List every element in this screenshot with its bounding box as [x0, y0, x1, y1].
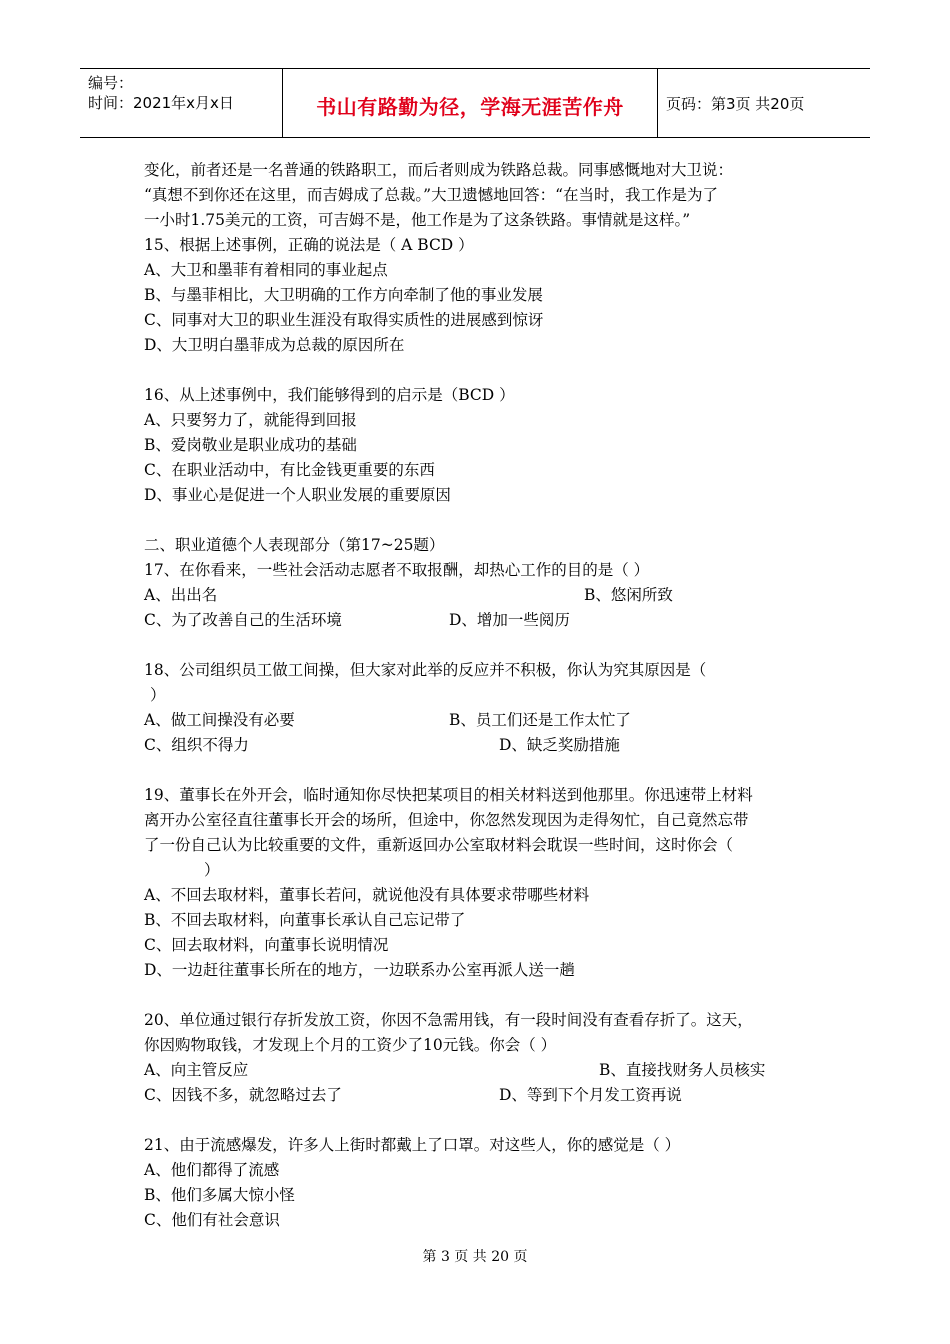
- question-18-option-c: C、组织不得力: [144, 736, 249, 754]
- page-label: 页码：第3页 共20页: [666, 94, 805, 113]
- question-18-option-d: D、缺乏奖励措施: [499, 736, 620, 754]
- question-17-stem: 17、在你看来，一些社会活动志愿者不取报酬，却热心工作的目的是（ ）: [144, 561, 650, 579]
- question-16-option: B、爱岗敬业是职业成功的基础: [144, 436, 357, 454]
- section-2-title: 二、职业道德个人表现部分（第17~25题）: [144, 536, 445, 554]
- question-16-option: D、事业心是促进一个人职业发展的重要原因: [144, 486, 451, 504]
- time-label: 时间：2021年x月x日: [88, 94, 234, 112]
- question-19-option: C、回去取材料，向董事长说明情况: [144, 936, 389, 954]
- question-20-stem: 20、单位通过银行存折发放工资，你因不急需用钱，有一段时间没有查看存折了。这天，: [144, 1011, 753, 1029]
- story-line: “真想不到你还在这里，而吉姆成了总裁。”大卫遗憾地回答：“在当时，我工作是为了: [144, 186, 719, 204]
- question-19-option: B、不回去取材料，向董事长承认自己忘记带了: [144, 911, 466, 929]
- question-15-stem: 15、根据上述事例，正确的说法是（ A BCD ）: [144, 236, 474, 254]
- story-line: 变化，前者还是一名普通的铁路职工，而后者则成为铁路总裁。同事感慨地对大卫说：: [144, 161, 734, 179]
- header-page-cell: [658, 69, 870, 137]
- question-18-options-row: [144, 733, 809, 758]
- spacer: [144, 508, 809, 533]
- question-19-option: A、不回去取材料，董事长若问，就说他没有具体要求带哪些材料: [144, 886, 590, 904]
- question-16-option: A、只要努力了，就能得到回报: [144, 411, 357, 429]
- header-motto-cell: [283, 69, 658, 137]
- question-15-option: D、大卫明白墨菲成为总裁的原因所在: [144, 336, 405, 354]
- question-20-stem: 你因购物取钱，才发现上个月的工资少了10元钱。你会（ ）: [144, 1036, 557, 1054]
- question-21-option: A、他们都得了流感: [144, 1161, 280, 1179]
- question-19-option: D、一边赶往董事长所在的地方，一边联系办公室再派人送一趟: [144, 961, 575, 979]
- question-16-stem: 16、从上述事例中，我们能够得到的启示是（BCD ）: [144, 386, 515, 404]
- question-17-option-c: C、为了改善自己的生活环境: [144, 611, 342, 629]
- question-20-options-row: [144, 1083, 809, 1108]
- question-17-options-row: [144, 608, 809, 633]
- page-header: [80, 68, 870, 138]
- question-20-options-row: [144, 1058, 809, 1083]
- question-15-option: A、大卫和墨菲有着相同的事业起点: [144, 261, 388, 279]
- header-meta: [80, 69, 283, 137]
- question-15-option: C、同事对大卫的职业生涯没有取得实质性的进展感到惊讶: [144, 311, 544, 329]
- question-17-option-d: D、增加一些阅历: [449, 611, 570, 629]
- question-21-stem: 21、由于流感爆发，许多人上街时都戴上了口罩。对这些人，你的感觉是（ ）: [144, 1136, 681, 1154]
- spacer: [144, 758, 809, 783]
- question-17-option-a: A、出出名: [144, 586, 218, 604]
- spacer: [144, 633, 809, 658]
- question-18-stem: 18、公司组织员工做工间操，但大家对此举的反应并不积极，你认为究其原因是（: [144, 661, 707, 679]
- motto: 书山有路勤为径，学海无涯苦作舟: [316, 94, 624, 119]
- story-line: 一小时1.75美元的工资，可吉姆不是，他工作是为了这条铁路。事情就是这样。”: [144, 211, 691, 229]
- question-20-option-d: D、等到下个月发工资再说: [499, 1086, 682, 1104]
- question-16-option: C、在职业活动中，有比金钱更重要的东西: [144, 461, 435, 479]
- question-19-stem: ）: [204, 861, 220, 879]
- question-21-option: B、他们多属大惊小怪: [144, 1186, 295, 1204]
- page-footer: 第 3 页 共 20 页: [422, 1249, 528, 1265]
- question-15-option: B、与墨菲相比，大卫明确的工作方向牵制了他的事业发展: [144, 286, 543, 304]
- question-20-option-c: C、因钱不多，就忽略过去了: [144, 1086, 342, 1104]
- spacer: [144, 983, 809, 1008]
- spacer: [144, 358, 809, 383]
- question-20-option-b: B、直接找财务人员核实: [599, 1061, 766, 1079]
- question-18-stem-cont: ）: [150, 686, 166, 704]
- question-18-options-row: [144, 708, 809, 733]
- question-21-option: C、他们有社会意识: [144, 1211, 280, 1229]
- question-17-options-row: [144, 583, 809, 608]
- question-19-stem: 19、董事长在外开会，临时通知你尽快把某项目的相关材料送到他那里。你迅速带上材料: [144, 786, 753, 804]
- document-body: [144, 158, 809, 1233]
- question-18-option-a: A、做工间操没有必要: [144, 711, 295, 729]
- question-19-stem: 离开办公室径直往董事长开会的场所，但途中，你忽然发现因为走得匆忙，自己竟然忘带: [144, 811, 749, 829]
- number-label: 编号：: [88, 74, 134, 92]
- question-17-option-b: B、悠闲所致: [584, 586, 673, 604]
- spacer: [144, 1108, 809, 1133]
- question-20-option-a: A、向主管反应: [144, 1061, 249, 1079]
- question-19-stem: 了一份自己认为比较重要的文件，重新返回办公室取材料会耽误一些时间，这时你会（: [144, 836, 734, 854]
- question-18-option-b: B、员工们还是工作太忙了: [449, 711, 631, 729]
